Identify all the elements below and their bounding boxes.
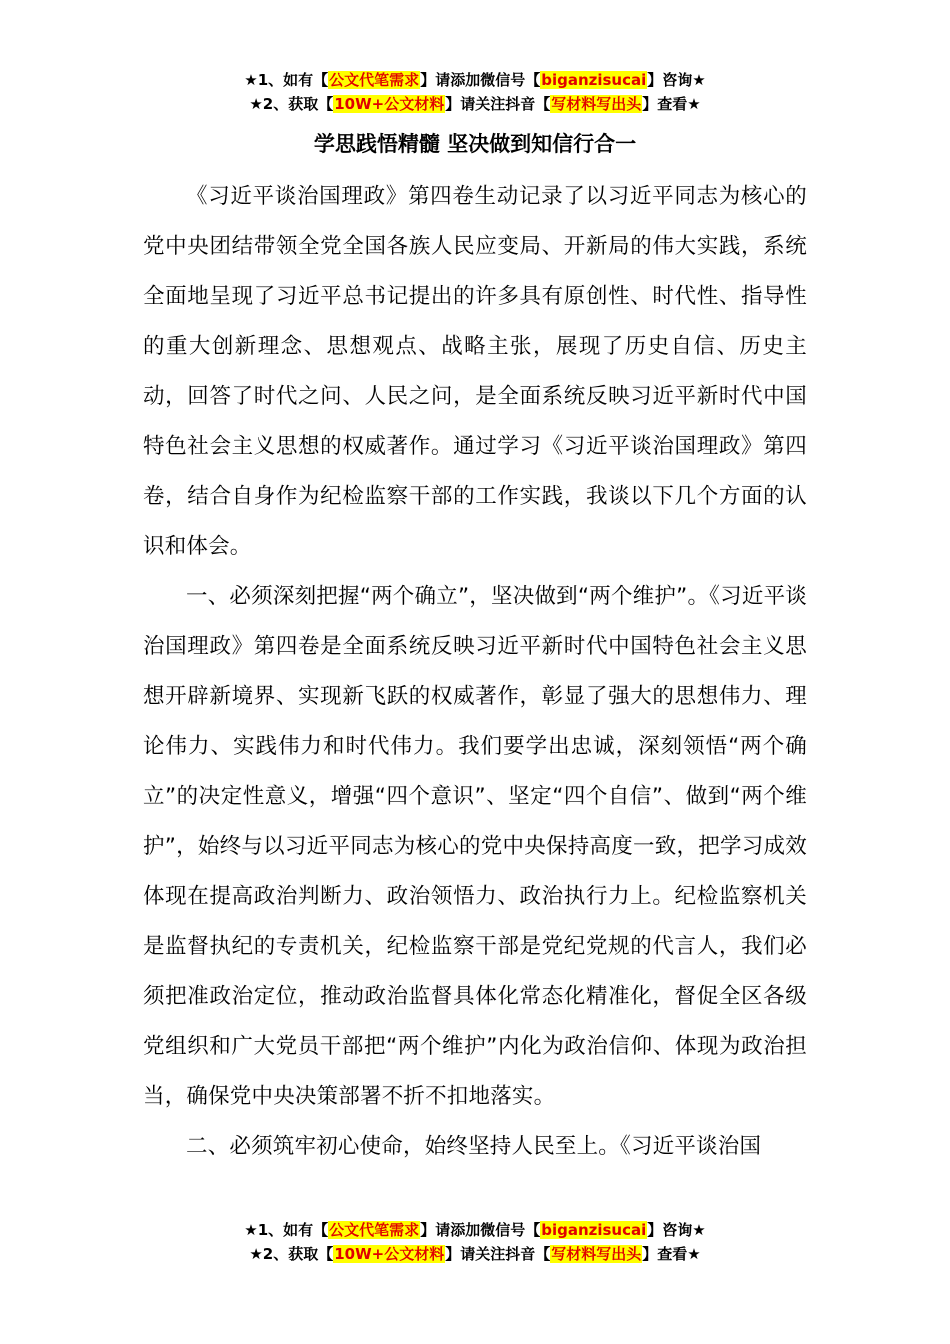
paragraph-section-1: 一、必须深刻把握“两个确立”，坚决做到“两个维护”。《习近平谈治国理政》第四卷是全面系统反映习近平新时代中国特色社会主义思想开辟新境界、实现新飞跃的权威著作，彰显了强大的思想伟力、理论伟力、实践伟力和时代伟力。我们要学出忠诚，深刻领悟“两个确立”的决定性意义，增强“四个意识”、坚定“四个自信”、做到“两个维护”，始终与以习近平同志为核心的党中央保持高度一致，把学习成效体现在提高政治判断力、政治领悟力、政治执行力上。纪检监察机关是监督执纪的专责机关，纪检监察干部是党纪党规的代言人，我们必须把准政治定位，推动政治监督具体化常态化精准化，督促全区各级党组织和广大党员干部把“两个维护”内化为政治信仰、体现为政治担当，确保党中央决策部署不折不扣地落实。 [143,584,807,1109]
wechat-id: biganzisucai [541,71,647,89]
banner-text: 】请添加微信号【 [420,1221,541,1239]
banner-text: ★2、获取【 [249,1245,334,1263]
highlight-text: 10W+公文材料 [334,95,445,113]
banner-text: ★1、如有【 [244,71,329,89]
banner-text: 】请关注抖音【 [445,1245,551,1263]
header-banner [0,68,950,116]
banner-line-2 [0,1242,950,1266]
footer-banner [0,1218,950,1266]
banner-text: ★2、获取【 [249,95,334,113]
banner-text: ★1、如有【 [244,1221,329,1239]
paragraph-intro: 《习近平谈治国理政》第四卷生动记录了以习近平同志为核心的党中央团结带领全党全国各族人民应变局、开新局的伟大实践，系统全面地呈现了习近平总书记提出的许多具有原创性、时代性、指导性的重大创新理念、思想观点、战略主张，展现了历史自信、历史主动，回答了时代之问、人民之问，是全面系统反映习近平新时代中国特色社会主义思想的权威著作。通过学习《习近平谈治国理政》第四卷，结合自身作为纪检监察干部的工作实践，我谈以下几个方面的认识和体会。 [143,184,807,559]
banner-text: 】咨询★ [647,1221,706,1239]
banner-line-1 [0,1218,950,1242]
paragraph-section-2: 二、必须筑牢初心使命，始终坚持人民至上。《习近平谈治国 [186,1134,762,1159]
banner-text: 】查看★ [642,95,701,113]
banner-line-2 [0,92,950,116]
highlight-text: 公文代笔需求 [329,1221,420,1239]
banner-text: 】查看★ [642,1245,701,1263]
douyin-account: 写材料写出头 [551,95,642,113]
wechat-id: biganzisucai [541,1221,647,1239]
highlight-text: 公文代笔需求 [329,71,420,89]
banner-text: 】请关注抖音【 [445,95,551,113]
banner-text: 】请添加微信号【 [420,71,541,89]
douyin-account: 写材料写出头 [551,1245,642,1263]
highlight-text: 10W+公文材料 [334,1245,445,1263]
document-body [143,172,807,1172]
banner-text: 】咨询★ [647,71,706,89]
document-title: 学思践悟精髓 坚决做到知信行合一 [313,132,637,156]
banner-line-1 [0,68,950,92]
